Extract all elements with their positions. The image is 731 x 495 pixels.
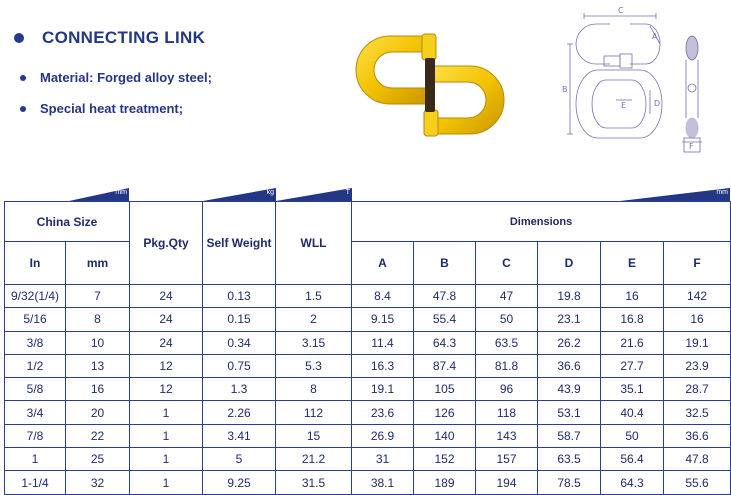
feature-bullet [20, 75, 26, 81]
table-cell: 32.5 [664, 401, 731, 424]
table-cell: 43.9 [538, 378, 601, 401]
table-cell: 16.8 [601, 308, 664, 331]
table-cell: 24 [130, 331, 203, 354]
table-cell: 47 [476, 285, 538, 308]
table-cell: 1/2 [5, 354, 66, 377]
table-cell: 2 [276, 308, 352, 331]
unit-indicator-t [276, 188, 352, 201]
table-cell: 5 [203, 448, 276, 471]
table-cell: 22 [66, 424, 130, 447]
table-cell: 8.4 [352, 285, 414, 308]
table-cell: 152 [414, 448, 476, 471]
table-cell: 10 [66, 331, 130, 354]
table-cell: 1 [130, 401, 203, 424]
table-cell: 26.2 [538, 331, 601, 354]
table-cell: 189 [414, 471, 476, 494]
table-cell: 32 [66, 471, 130, 494]
table-cell: 21.6 [601, 331, 664, 354]
table-cell: 1 [130, 448, 203, 471]
table-cell: 38.1 [352, 471, 414, 494]
product-photo [350, 30, 510, 140]
header-pkg-qty: Pkg.Qty [130, 202, 203, 285]
diagram-label-b: B [562, 85, 568, 94]
table-cell: 5/8 [5, 378, 66, 401]
table-cell: 8 [276, 378, 352, 401]
table-cell: 47.8 [664, 448, 731, 471]
table-cell: 55.4 [414, 308, 476, 331]
header-in: In [5, 242, 66, 285]
table-cell: 13 [66, 354, 130, 377]
table-row [5, 285, 731, 308]
table-cell: 1 [130, 424, 203, 447]
diagram-label-a: A [652, 32, 658, 41]
table-cell: 105 [414, 378, 476, 401]
feature-bullet [20, 106, 26, 112]
table-cell: 19.1 [352, 378, 414, 401]
table-row [5, 424, 731, 447]
table-cell: 19.1 [664, 331, 731, 354]
title-bullet [14, 33, 24, 43]
table-cell: 21.2 [276, 448, 352, 471]
table-cell: 55.6 [664, 471, 731, 494]
table-cell: 9.25 [203, 471, 276, 494]
header-dimensions: Dimensions [352, 202, 731, 242]
header-mm: mm [66, 242, 130, 285]
table-cell: 36.6 [538, 354, 601, 377]
table-row [5, 331, 731, 354]
table-cell: 5/16 [5, 308, 66, 331]
table-cell: 2.26 [203, 401, 276, 424]
diagram-label-e: E [621, 101, 627, 110]
table-cell: 0.75 [203, 354, 276, 377]
table-cell: 12 [130, 354, 203, 377]
table-cell: 11.4 [352, 331, 414, 354]
table-row [5, 448, 731, 471]
table-row [5, 378, 731, 401]
unit-label: kg [266, 189, 274, 196]
table-cell: 96 [476, 378, 538, 401]
table-cell: 143 [476, 424, 538, 447]
header-e: E [601, 242, 664, 285]
table-cell: 58.7 [538, 424, 601, 447]
table-cell: 140 [414, 424, 476, 447]
table-cell: 16.3 [352, 354, 414, 377]
unit-indicator-mm [69, 188, 129, 201]
table-cell: 1.3 [203, 378, 276, 401]
table-cell: 35.1 [601, 378, 664, 401]
table-body [5, 285, 731, 495]
table-cell: 31 [352, 448, 414, 471]
table-cell: 31.5 [276, 471, 352, 494]
table-row [5, 354, 731, 377]
table-cell: 9/32(1/4) [5, 285, 66, 308]
table-cell: 40.4 [601, 401, 664, 424]
table-cell: 118 [476, 401, 538, 424]
diagram-label-c: C [618, 6, 624, 15]
title-row [14, 28, 205, 48]
feature-item [20, 101, 183, 116]
table-cell: 20 [66, 401, 130, 424]
table-row [5, 401, 731, 424]
unit-indicator-mm [620, 188, 730, 201]
table-cell: 26.9 [352, 424, 414, 447]
table-cell: 3.41 [203, 424, 276, 447]
table-cell: 7/8 [5, 424, 66, 447]
table-cell: 53.1 [538, 401, 601, 424]
table-cell: 47.8 [414, 285, 476, 308]
table-cell: 50 [601, 424, 664, 447]
table-cell: 126 [414, 401, 476, 424]
table-cell: 56.4 [601, 448, 664, 471]
table-cell: 0.15 [203, 308, 276, 331]
table-cell: 3.15 [276, 331, 352, 354]
unit-label: mm [716, 189, 728, 196]
diagram-label-f: F [689, 142, 694, 151]
table-row [5, 471, 731, 494]
table-cell: 81.8 [476, 354, 538, 377]
unit-label: mm [115, 189, 127, 196]
header-self-weight: Self Weight [203, 202, 276, 285]
table-cell: 23.6 [352, 401, 414, 424]
header-a: A [352, 242, 414, 285]
table-cell: 0.13 [203, 285, 276, 308]
unit-indicator-kg [203, 188, 276, 201]
header-f: F [664, 242, 731, 285]
table-cell: 112 [276, 401, 352, 424]
table-cell: 5.3 [276, 354, 352, 377]
table-cell: 157 [476, 448, 538, 471]
dimension-diagram [560, 4, 725, 154]
table-cell: 1-1/4 [5, 471, 66, 494]
table-cell: 194 [476, 471, 538, 494]
table-cell: 64.3 [601, 471, 664, 494]
spec-table [4, 201, 731, 495]
header-c: C [476, 242, 538, 285]
table-cell: 3/8 [5, 331, 66, 354]
table-cell: 25 [66, 448, 130, 471]
table-cell: 23.1 [538, 308, 601, 331]
table-cell: 50 [476, 308, 538, 331]
table-cell: 87.4 [414, 354, 476, 377]
table-cell: 36.6 [664, 424, 731, 447]
table-cell: 1.5 [276, 285, 352, 308]
table-cell: 142 [664, 285, 731, 308]
table-cell: 27.7 [601, 354, 664, 377]
table-cell: 7 [66, 285, 130, 308]
page-title: CONNECTING LINK [42, 28, 206, 47]
table-cell: 1 [130, 471, 203, 494]
feature-item [20, 70, 212, 85]
table-row [5, 308, 731, 331]
diagram-label-d: D [654, 99, 661, 108]
table-cell: 23.9 [664, 354, 731, 377]
table-cell: 1 [5, 448, 66, 471]
table-cell: 16 [601, 285, 664, 308]
header-b: B [414, 242, 476, 285]
table-cell: 24 [130, 308, 203, 331]
header-wll: WLL [276, 202, 352, 285]
table-cell: 12 [130, 378, 203, 401]
table-cell: 16 [664, 308, 731, 331]
table-cell: 9.15 [352, 308, 414, 331]
header-china-size: China Size [5, 202, 130, 242]
table-cell: 28.7 [664, 378, 731, 401]
table-cell: 16 [66, 378, 130, 401]
table-cell: 63.5 [538, 448, 601, 471]
table-cell: 78.5 [538, 471, 601, 494]
table-cell: 64.3 [414, 331, 476, 354]
table-cell: 63.5 [476, 331, 538, 354]
feature-text: Special heat treatment; [40, 101, 184, 116]
table-cell: 0.34 [203, 331, 276, 354]
table-cell: 15 [276, 424, 352, 447]
feature-text: Material: Forged alloy steel; [40, 70, 212, 85]
table-cell: 8 [66, 308, 130, 331]
table-cell: 3/4 [5, 401, 66, 424]
table-cell: 19.8 [538, 285, 601, 308]
unit-label: T [345, 189, 350, 196]
header-d: D [538, 242, 601, 285]
table-cell: 24 [130, 285, 203, 308]
